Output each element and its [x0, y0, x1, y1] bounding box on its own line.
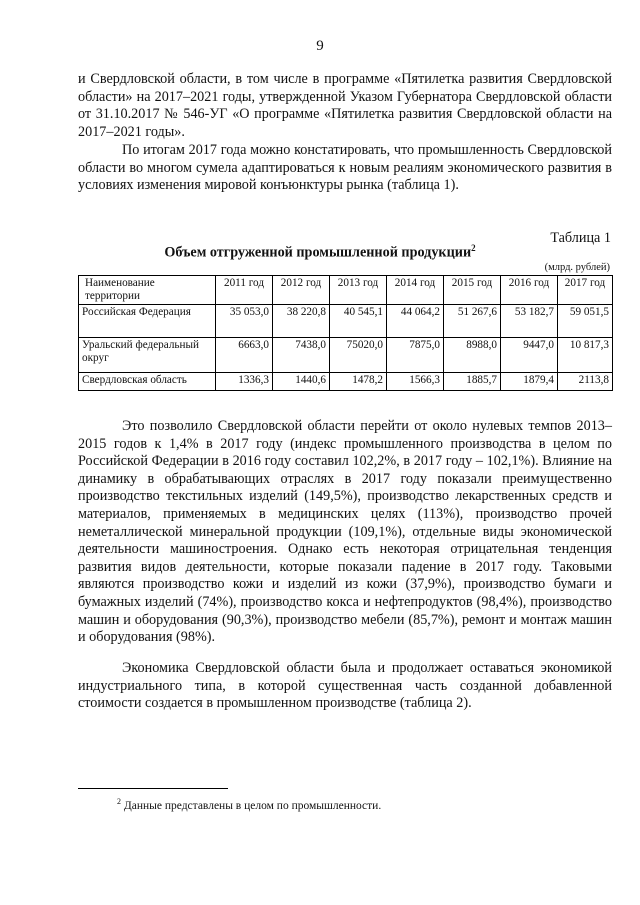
table-cell: 1879,4 — [501, 373, 558, 391]
table-cell: 2113,8 — [558, 373, 613, 391]
paragraph-4: Экономика Свердловской области была и продолжает оставаться экономикой индустриального типа, в которой существенная часть созданной добавленной стоимости создается в промышленном производстве (таблица 2). — [78, 660, 612, 712]
table-cell: 7438,0 — [273, 338, 330, 373]
table-cell: 10 817,3 — [558, 338, 613, 373]
column-header-year: 2014 год — [387, 276, 444, 305]
page-number: 9 — [316, 38, 324, 54]
table-cell: 1478,2 — [330, 373, 387, 391]
table-cell: 35 053,0 — [216, 305, 273, 338]
paragraph-2: По итогам 2017 года можно констатировать, что промышленность Свердловской области во многом сумела адаптироваться к новым реалиям экономического развития в условиях изменения мировой конъюнктуры рынка (таблица 1). — [78, 142, 612, 194]
production-table — [78, 275, 613, 391]
table-title — [0, 243, 640, 262]
table-unit: (млрд. рублей) — [544, 262, 610, 273]
row-name: Уральский федеральный округ — [79, 338, 216, 373]
footnote-reference: 2 — [471, 243, 476, 253]
footnote-divider — [78, 788, 228, 789]
row-name: Российская Федерация — [79, 305, 216, 338]
table-cell: 1440,6 — [273, 373, 330, 391]
paragraph-1: и Свердловской области, в том числе в программе «Пятилетка развития Свердловской области» на 2017–2021 годы, утвержденной Указом Губернатора Свердловской области от 31.10.2017 № 546-УГ «О программе «Пятилетка развития Свердловской области на 2017–2021 годы». — [78, 71, 612, 140]
paragraph-3: Это позволило Свердловской области перейти от около нулевых темпов 2013–2015 годов к 1,4% в 2017 году (индекс промышленного производства в целом по Российской Федерации в 2016 году составил 102,2%, в 2017 году – 102,1%). Влияние на динамику в обрабатывающих отраслях в 2017 году показали преимущественно производство текстильных изделий (149,5%), производство лекарственных средств и материалов, применяемых в медицинских целях (113%), производство прочей неметаллической минеральной продукции (109,1%), отдельные виды экономической деятельности машиностроения. Однако есть некоторая отрицательная тенденция развития видов деятельности, которые показали падение в 2017 году. Таковыми являются производство кожи и изделий из кожи (37,9%), производство бумаги и бумажных изделий (74%), производство кокса и нефтепродуктов (98,4%), производство машин и оборудования (90,3%), производство мебели (85,7%), ремонт и монтаж машин и оборудования (98%). — [78, 418, 612, 646]
table-cell: 51 267,6 — [444, 305, 501, 338]
table-header-row — [79, 276, 613, 305]
table-cell: 8988,0 — [444, 338, 501, 373]
table-cell: 44 064,2 — [387, 305, 444, 338]
column-header-year: 2012 год — [273, 276, 330, 305]
column-header-year: 2011 год — [216, 276, 273, 305]
table-title-text: Объем отгруженной промышленной продукции — [164, 244, 472, 261]
table-cell: 9447,0 — [501, 338, 558, 373]
footnote-text: Данные представлены в целом по промышленности. — [123, 799, 382, 812]
table-row — [79, 373, 613, 391]
table-cell: 75020,0 — [330, 338, 387, 373]
table-cell: 59 051,5 — [558, 305, 613, 338]
table-row — [79, 338, 613, 373]
table-cell: 1885,7 — [444, 373, 501, 391]
column-header-year: 2015 год — [444, 276, 501, 305]
table-row — [79, 305, 613, 338]
table-caption: Таблица 1 — [550, 230, 611, 246]
table-cell: 6663,0 — [216, 338, 273, 373]
table-cell: 40 545,1 — [330, 305, 387, 338]
footnote-mark: 2 — [117, 797, 121, 806]
column-header-name: Наименование территории — [79, 276, 216, 305]
table-cell: 53 182,7 — [501, 305, 558, 338]
table-cell: 38 220,8 — [273, 305, 330, 338]
table-cell: 7875,0 — [387, 338, 444, 373]
column-header-year: 2013 год — [330, 276, 387, 305]
column-header-year: 2017 год — [558, 276, 613, 305]
row-name: Свердловская область — [79, 373, 216, 391]
table-cell: 1336,3 — [216, 373, 273, 391]
column-header-year: 2016 год — [501, 276, 558, 305]
footnote — [117, 797, 381, 812]
table-cell: 1566,3 — [387, 373, 444, 391]
